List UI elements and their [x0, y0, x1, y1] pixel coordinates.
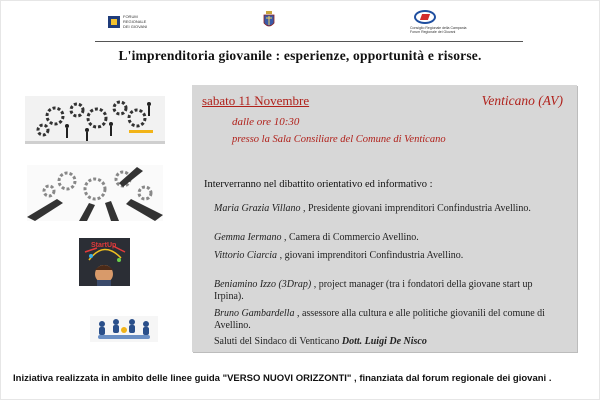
regional-council-logo	[410, 10, 467, 36]
speaker-role: , assessore alla cultura e alle politiche giovanili del comune di Avellino.	[214, 308, 545, 331]
hands-gears-illustration	[27, 165, 163, 221]
gears-teamwork-illustration	[25, 96, 165, 144]
mayor-name: Dott. Luigi De Nisco	[341, 336, 427, 347]
forum-logo	[108, 14, 149, 29]
startup-thinker-illustration	[79, 238, 130, 286]
event-venue: presso la Sala Consiliare del Comune di Venticano	[232, 134, 446, 145]
speaker-item	[214, 250, 564, 262]
speaker-name: Beniamino Izzo (3Drap)	[214, 279, 312, 290]
logo-bar	[0, 10, 600, 36]
team-meeting-illustration	[90, 316, 158, 342]
event-time: dalle ore 10:30	[232, 116, 300, 128]
event-place: Venticano (AV)	[481, 93, 563, 108]
speaker-item	[214, 279, 564, 303]
header-divider	[95, 41, 523, 42]
event-date: sabato 11 Novembre	[202, 93, 310, 108]
team-meeting-icon	[90, 316, 158, 342]
speakers-intro: Interverranno nel dibattito orientativo ed informativo :	[204, 179, 433, 190]
regional-council-text-2: Forum Regionale dei Giovani	[410, 30, 456, 34]
mayor-greeting	[214, 336, 564, 348]
footer-note: Iniziativa realizzata in ambito delle linee guida "VERSO NUOVI ORIZZONTI" , finanziata dal forum regionale dei giovani .	[13, 373, 552, 384]
speaker-item	[214, 308, 564, 332]
greeting-text: Saluti del Sindaco di Venticano	[214, 336, 342, 347]
speaker-item	[214, 232, 564, 244]
startup-label: StartUp	[91, 242, 117, 249]
poster-title: L'imprenditoria giovanile : esperienze, opportunità e risorse.	[118, 48, 482, 63]
speaker-role: Presidente giovani imprenditori Confindustria Avellino.	[305, 203, 531, 214]
hands-gears-icon	[27, 165, 163, 221]
speaker-role: , giovani imprenditori Confindustria Avellino.	[277, 250, 464, 261]
speaker-name: Vittorio Ciarcia	[214, 250, 278, 261]
forum-logo-mark-icon	[108, 16, 120, 28]
forum-logo-text: FORUM REGIONALE DEI GIOVANI	[123, 14, 148, 29]
speaker-role: , Camera di Commercio Avellino.	[281, 232, 419, 243]
speaker-item	[214, 203, 564, 215]
speaker-name: Maria Grazia Villano ,	[214, 203, 306, 214]
event-info-panel	[192, 85, 577, 352]
gears-teamwork-icon	[25, 96, 165, 144]
speaker-name: Bruno Gambardella	[214, 308, 295, 319]
speaker-role: , project manager (tra i fondatori della giovane start up Irpina).	[214, 279, 533, 302]
municipal-crest-icon	[263, 11, 275, 29]
regional-council-emblem-icon	[414, 10, 436, 24]
speaker-name: Gemma Iermano	[214, 232, 282, 243]
regional-council-text-1: Consiglio Regionale della Campania	[410, 26, 467, 30]
